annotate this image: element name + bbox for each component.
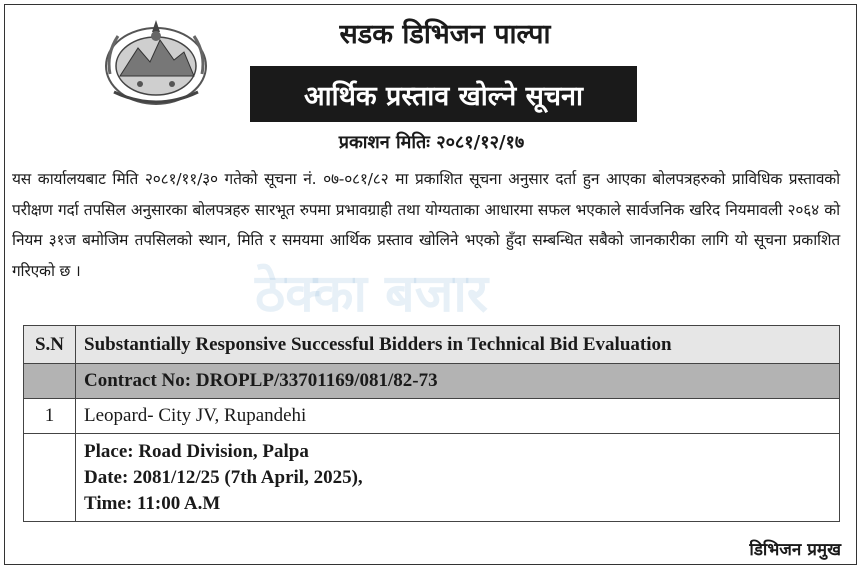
contract-row: [24, 364, 840, 399]
opening-time: Time: 11:00 A.M: [84, 492, 221, 514]
nepal-emblem-icon: [100, 14, 212, 110]
sn-header: S.N: [24, 326, 76, 364]
schedule-cell: [76, 434, 840, 522]
office-title: सडक डिभिजन पाल्पा: [339, 19, 551, 50]
publication-date: प्रकाशन मितिः २०८१/१२/१७: [338, 132, 525, 153]
notice-title-banner: आर्थिक प्रस्ताव खोल्ने सूचना: [250, 66, 637, 122]
contract-sn-cell: [24, 364, 76, 399]
opening-place: Place: Road Division, Palpa: [84, 440, 309, 462]
main-header: Substantially Responsive Successful Bidders in Technical Bid Evaluation: [76, 326, 840, 364]
bidder-name: Leopard- City JV, Rupandehi: [76, 399, 840, 434]
bidder-sn: 1: [24, 399, 76, 434]
watermark: ठेक्का बजार: [255, 264, 489, 324]
notice-paragraph: यस कार्यालयबाट मिति २०८१/११/३० गतेको सूचना नं. ०७-०८१/८२ मा प्रकाशित सूचना अनुसार दर्ता हुन आएका बोलपत्रहरुको प्राविधिक प्रस्तावको परीक्षण गर्दा तपसिल अनुसारका बोलपत्रहरु सारभूत रुपमा प्रभावग्राही तथा योग्यताका आधारमा सफल भएकाले सार्वजनिक खरिद नियमावली २०६४ को नियम ३१ज बमोजिम तपसिलको स्थान, मिति र समयमा आर्थिक प्रस्ताव खोलिने भएको हुँदा सम्बन्धित सबैको जानकारीका लागि यो सूचना प्रकाशित गरिएको छ ।: [12, 170, 840, 280]
bidders-table: [23, 325, 840, 522]
table-row: [24, 399, 840, 434]
schedule-row: [24, 434, 840, 522]
signatory-title: डिभिजन प्रमुख: [749, 540, 841, 560]
table-header-row: [24, 326, 840, 364]
opening-date: Date: 2081/12/25 (7th April, 2025),: [84, 466, 363, 488]
contract-number: Contract No: DROPLP/33701169/081/82-73: [76, 364, 840, 399]
schedule-sn-cell: [24, 434, 76, 522]
